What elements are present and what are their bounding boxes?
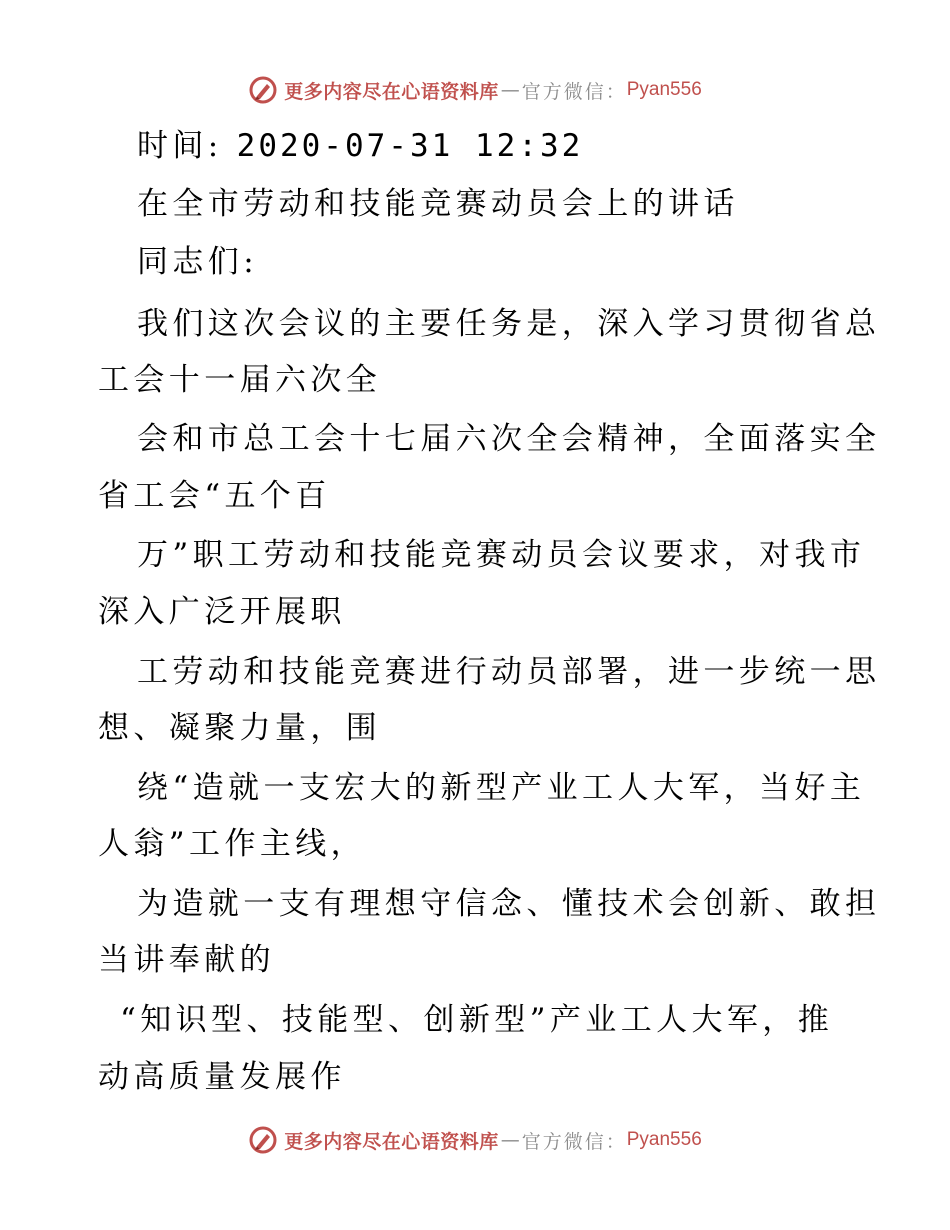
watermark-separator: — bbox=[500, 1129, 520, 1151]
paragraph-line: 省工会“五个百 bbox=[98, 478, 331, 514]
paragraph-line: 想、凝聚力量，围 bbox=[98, 710, 382, 746]
paragraph-line: 我们这次会议的主要任务是，深入学习贯彻省总 bbox=[137, 306, 881, 342]
watermark-wechat-label: 官方微信： bbox=[521, 80, 627, 103]
pen-nib-circle-icon bbox=[248, 1125, 278, 1155]
watermark-separator: — bbox=[500, 79, 520, 101]
time-label: 时间: bbox=[137, 128, 223, 164]
salutation: 同志们: bbox=[137, 244, 259, 280]
paragraph-line: 为造就一支有理想守信念、懂技术会创新、敢担 bbox=[137, 886, 881, 922]
paragraph-line: 深入广泛开展职 bbox=[98, 594, 346, 630]
document-title: 在全市劳动和技能竞赛动员会上的讲话 bbox=[137, 186, 739, 222]
paragraph-line: 会和市总工会十七届六次全会精神，全面落实全 bbox=[137, 421, 881, 457]
paragraph-line: “知识型、技能型、创新型”产业工人大军，推 bbox=[120, 1002, 834, 1038]
time-value: 2020-07-31 12:32 bbox=[236, 128, 584, 164]
paragraph-line: 当讲奉献的 bbox=[98, 942, 275, 978]
watermark-wechat-id: Pyan556 bbox=[626, 79, 702, 100]
watermark-brand: 更多内容尽在心语资料库 bbox=[284, 80, 499, 103]
watermark-brand: 更多内容尽在心语资料库 bbox=[284, 1130, 499, 1153]
paragraph-line: 工会十一届六次全 bbox=[98, 362, 382, 398]
time-line bbox=[137, 126, 583, 166]
watermark-wechat-label: 官方微信： bbox=[521, 1130, 627, 1153]
footer-watermark bbox=[0, 1122, 950, 1158]
paragraph-line: 绕“造就一支宏大的新型产业工人大军，当好主 bbox=[137, 770, 866, 806]
paragraph-line: 万”职工劳动和技能竞赛动员会议要求，对我市 bbox=[137, 537, 866, 573]
header-watermark bbox=[0, 72, 950, 108]
pen-nib-circle-icon bbox=[248, 75, 278, 105]
paragraph-line: 动高质量发展作 bbox=[98, 1059, 346, 1095]
paragraph-line: 人翁”工作主线， bbox=[98, 826, 367, 862]
watermark-wechat-id: Pyan556 bbox=[626, 1129, 702, 1150]
paragraph-line: 工劳动和技能竞赛进行动员部署，进一步统一思 bbox=[137, 654, 881, 690]
